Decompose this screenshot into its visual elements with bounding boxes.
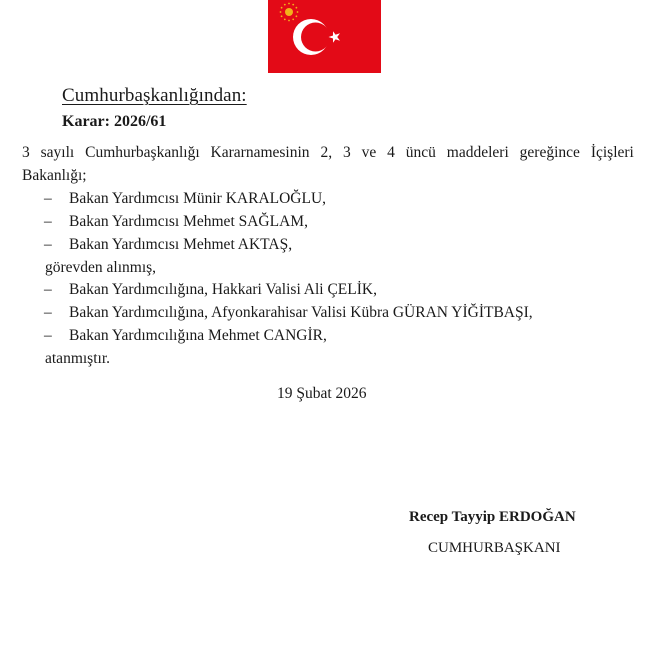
intro-word: gereğince — [519, 144, 580, 161]
dash-bullet: – — [44, 236, 52, 253]
intro-word: İçişleri — [590, 144, 634, 161]
intro-word: 3 — [22, 144, 30, 161]
dash-bullet: – — [44, 190, 52, 207]
signer-title: CUMHURBAŞKANI — [428, 540, 561, 556]
intro-word: ve — [361, 144, 377, 161]
intro-word: 4 — [387, 144, 395, 161]
intro-word: maddeleri — [446, 144, 509, 161]
dismissed-item-text: Bakan Yardımcısı Mehmet SAĞLAM, — [69, 213, 308, 230]
decision-number: Karar: 2026/61 — [62, 113, 167, 130]
intro-paragraph-line-2: Bakanlığı; — [22, 167, 87, 184]
dismissed-item-text: Bakan Yardımcısı Münir KARALOĞLU, — [69, 190, 327, 207]
turkish-flag-emblem — [268, 0, 381, 73]
issuer-heading: Cumhurbaşkanlığından: — [62, 85, 247, 106]
dash-bullet: – — [44, 213, 52, 230]
decision-date: 19 Şubat 2026 — [277, 385, 367, 402]
dash-bullet: – — [44, 281, 52, 298]
appointed-item-text: Bakan Yardımcılığına, Hakkari Valisi Ali ÇELİK, — [69, 281, 377, 298]
intro-word: sayılı — [40, 144, 75, 161]
intro-word: 3 — [342, 144, 351, 161]
crescent-star-icon — [268, 0, 381, 73]
intro-word: 2, — [320, 144, 333, 161]
intro-paragraph-line-1 — [22, 144, 634, 162]
signer-name: Recep Tayyip ERDOĞAN — [409, 509, 576, 525]
intro-word: üncü — [405, 144, 436, 161]
dash-bullet: – — [44, 327, 52, 344]
dismissed-suffix: görevden alınmış, — [45, 259, 157, 276]
dash-bullet: – — [44, 304, 52, 321]
intro-word: Cumhurbaşkanlığı — [85, 144, 200, 161]
appointed-item-text: Bakan Yardımcılığına Mehmet CANGİR, — [69, 327, 327, 344]
dismissed-item-text: Bakan Yardımcısı Mehmet AKTAŞ, — [69, 236, 293, 253]
appointed-suffix: atanmıştır. — [45, 350, 111, 367]
appointed-item-text: Bakan Yardımcılığına, Afyonkarahisar Valisi Kübra GÜRAN YİĞİTBAŞI, — [69, 304, 533, 321]
intro-word: Kararnamesinin — [210, 144, 310, 161]
